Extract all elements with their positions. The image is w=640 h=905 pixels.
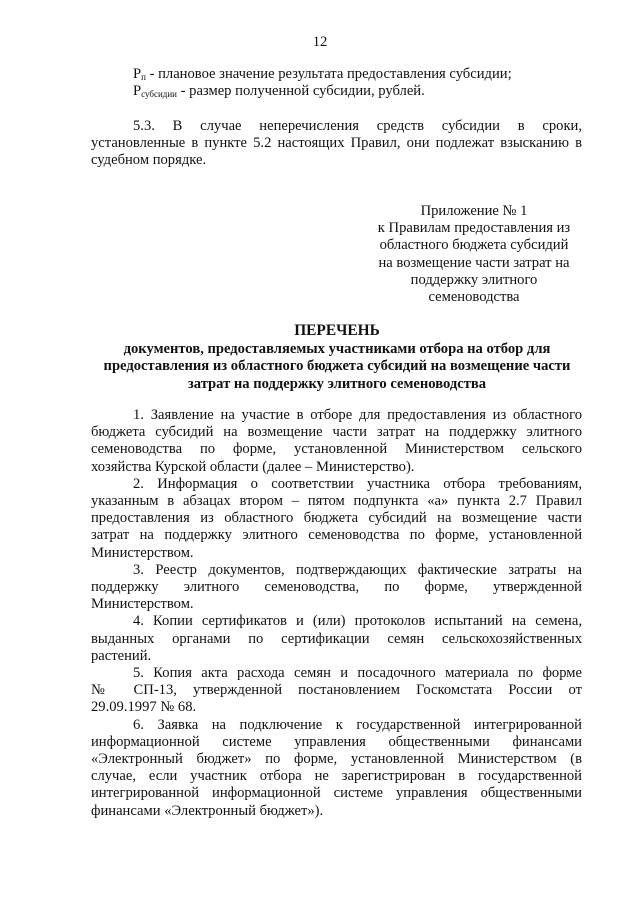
appendix-line: областного бюджета субсидий [379, 237, 569, 254]
appendix-line: на возмещение части затрат на [378, 254, 570, 271]
document-title [92, 322, 582, 393]
clause-line: установленные в пункте 5.2 настоящих Правил, они подлежат взысканию в [91, 135, 582, 152]
appendix-line: поддержку элитного [410, 271, 538, 288]
item-line: растений. [91, 647, 152, 664]
clause-5-3 [91, 118, 582, 170]
item-line: 5. Копия акта расхода семян и посадочного материала по форме [133, 665, 582, 682]
definition-planned-value [133, 66, 593, 83]
item-line: финансами «Электронный бюджет»). [91, 802, 324, 819]
title-line: предоставления из областного бюджета субсидий на возмещение части [103, 358, 571, 375]
item-line: 4. Копии сертификатов и (или) протоколов испытаний на семена, [133, 613, 582, 630]
item-line: хозяйства Курской области (далее – Министерство). [91, 458, 415, 475]
clause-line: судебном порядке. [91, 152, 207, 169]
definition-text: - размер полученной субсидии, рублей. [176, 83, 425, 100]
item-line: затрат на поддержку элитного семеноводства по форме, установленной [91, 527, 582, 544]
appendix-line: к Правилам предоставления из [377, 220, 571, 237]
item-line: интегрированной информационной системе управления общественными [91, 785, 582, 802]
list-item [91, 665, 582, 717]
definition-text: - плановое значение результата предоставления субсидии; [145, 66, 512, 82]
item-line: «Электронный бюджет» по форме, установленной Министерством (в [91, 751, 582, 768]
item-line: 2. Информация о соответствии участника отбора требованиям, [133, 475, 582, 492]
list-item [91, 717, 582, 820]
item-line: 29.09.1997 № 68. [91, 699, 197, 716]
title-main: ПЕРЕЧЕНЬ [294, 322, 380, 339]
item-line: указанным в абзацах втором – пятом подпункта «а» пункта 2.7 Правил [91, 493, 582, 510]
document-list [91, 407, 582, 820]
definition-subsidy-amount [133, 83, 593, 100]
symbol: P [133, 66, 142, 82]
item-line: 3. Реестр документов, подтверждающих фактические затраты на [133, 561, 582, 578]
list-item [91, 407, 582, 476]
list-item [91, 613, 582, 665]
item-line: 1. Заявление на участие в отборе для предоставления из областного [133, 407, 582, 423]
symbol-subscript: п [141, 72, 146, 82]
item-line: бюджета субсидий на возмещение части затрат на поддержку элитного [91, 424, 582, 441]
appendix-line: семеноводства [428, 289, 520, 306]
symbol-subscript: субсидии [141, 89, 177, 100]
definitions [133, 66, 593, 100]
item-line: случае, если участник отбора не зарегистрирован в государственной [91, 768, 582, 785]
clause-line: 5.3. В случае неперечисления средств субсидии в сроки, [133, 118, 582, 134]
appendix-header [360, 203, 588, 306]
item-line: выданных органами по сертификации семян сельскохозяйственных [91, 630, 582, 647]
list-item [91, 562, 582, 614]
appendix-line: Приложение № 1 [420, 203, 528, 219]
item-line: поддержку элитного семеноводства, по форме, утвержденной [91, 579, 582, 596]
item-line: Министерством. [91, 596, 194, 613]
title-line: затрат на поддержку элитного семеноводства [187, 375, 487, 392]
item-line: предоставления из областного бюджета субсидий на возмещение части [91, 510, 582, 527]
item-line: информационной системе управления общественными финансами [91, 733, 582, 750]
title-line: документов, предоставляемых участниками отбора на отбор для [123, 341, 551, 358]
item-line: 6. Заявка на подключение к государственной интегрированной [133, 716, 582, 733]
item-line: № СП-13, утвержденной постановлением Госкомстата России от [91, 682, 582, 699]
symbol: P [133, 83, 142, 100]
item-line: семеноводства по форме, установленной Министерством сельского [91, 441, 582, 458]
page-number: 12 [312, 34, 328, 50]
list-item [91, 476, 582, 562]
item-line: Министерством. [91, 544, 194, 561]
